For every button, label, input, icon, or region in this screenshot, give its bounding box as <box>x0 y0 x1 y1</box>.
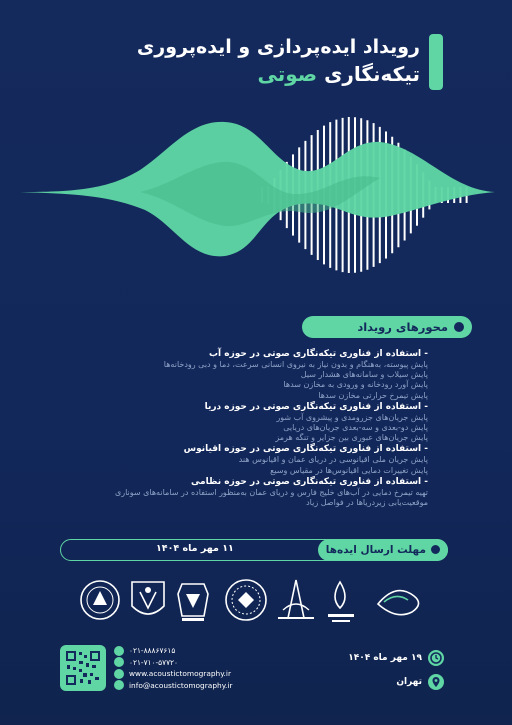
event-location: تهران <box>396 677 422 687</box>
sponsor-logos <box>78 572 428 628</box>
topic-item: پایش تیمرخ حرارتی مخازن سدها <box>318 390 428 400</box>
location-pin-icon <box>428 674 444 690</box>
contact-website[interactable]: www.acoustictomography.ir <box>114 668 274 679</box>
contact-phone-2[interactable]: ۰۲۱-۷۱۰-۵۷۷۲۰ <box>114 657 274 668</box>
topic-heading: - استفاده از فناوری تیکه‌نگاری صوتی در حوزه آب <box>209 349 428 359</box>
navy-emblem-icon <box>132 582 164 614</box>
topic-item: تهیه تیمرخ دمایی در آب‌های خلیج فارس و دریای عمان به‌منظور استفاده در سامانه‌های سوناری <box>114 487 428 497</box>
phone-icon <box>114 646 124 656</box>
qr-code-icon <box>64 649 102 687</box>
topic-item: پایش دو-بعدی و سه-بعدی جریان‌های دریایی <box>283 423 428 433</box>
clock-icon <box>428 650 444 666</box>
topic-item: پایش سیلاب و سامانه‌های هشدار سیل <box>300 370 428 380</box>
topic-item: پایش تغییرات دمایی اقیانوس‌ها در مقیاس وسیع <box>270 465 428 475</box>
deadline-date: ۱۱ مهر ماه ۱۴۰۴ <box>156 543 234 554</box>
tower-logo-icon <box>278 580 314 618</box>
topic-heading: - استفاده از فناوری تیکه‌نگاری صوتی در حوزه دریا <box>204 401 428 412</box>
topic-item: پایش پیوسته، به‌هنگام و بدون نیاز به نیروی انسانی سرعت، دما و دبی رودخانه‌ها <box>163 360 428 369</box>
contact-list <box>114 645 274 691</box>
topic-item: پایش جریان‌های جزرومدی و پیشروی آب شور <box>276 412 428 422</box>
sound-wave-graphic <box>0 100 512 290</box>
contact-phone-1[interactable]: ۰۲۱-۸۸۸۶۷۶۱۵ <box>114 645 274 656</box>
topic-item: پایش جریان‌های عبوری بین جزایر و تنگه هرمز <box>275 433 428 443</box>
event-location-row <box>344 670 444 694</box>
event-date: ۱۹ مهر ماه ۱۴۰۴ <box>348 653 422 663</box>
bullet-dot-icon <box>431 545 440 554</box>
jahad-logo-icon <box>178 584 208 621</box>
qr-code[interactable] <box>60 645 106 691</box>
phone-icon <box>114 657 124 667</box>
event-date-row <box>344 646 444 670</box>
poster-title-line2 <box>60 62 420 86</box>
title-word-tomography: تیکه‌نگاری <box>324 62 420 86</box>
topic-heading: - استفاده از فناوری تیکه‌نگاری صوتی در حوزه نظامی <box>190 476 428 487</box>
topics-list <box>48 348 428 508</box>
email-icon <box>114 680 124 690</box>
topic-heading: - استفاده از فناوری تیکه‌نگاری صوتی در حوزه اقیانوس <box>183 444 428 455</box>
water-research-institute-logo-icon <box>328 582 354 622</box>
university-seal-icon <box>81 581 119 619</box>
poster-title-line1: رویداد ایده‌پردازی و ایده‌پروری <box>136 36 420 58</box>
title-accent-bar <box>429 34 443 90</box>
topic-item: پایش جریان ملی اقیانوسی در دریای عمان و اقیانوس هند <box>238 455 428 465</box>
globe-icon <box>114 669 124 679</box>
contact-email[interactable]: info@acoustictomography.ir <box>114 680 274 691</box>
acoustic-tomography-logo-icon <box>378 591 419 615</box>
bullet-dot-icon <box>454 322 464 332</box>
event-info <box>344 646 444 694</box>
topics-header-label: محورهای رویداد <box>357 320 448 334</box>
circular-tech-logo-icon <box>226 580 266 620</box>
deadline-label-pill <box>318 539 448 561</box>
deadline-label: مهلت ارسال ایده‌ها <box>325 543 426 556</box>
topic-item: پایش آورد رودخانه و ورودی به مخازن سدها <box>283 380 428 390</box>
topics-header-pill <box>302 316 472 338</box>
topic-item: موقعیت‌یابی زیردریاها در فواصل زیاد <box>306 498 428 508</box>
deadline-bar <box>60 539 448 561</box>
title-word-acoustic: صوتی <box>257 62 318 86</box>
